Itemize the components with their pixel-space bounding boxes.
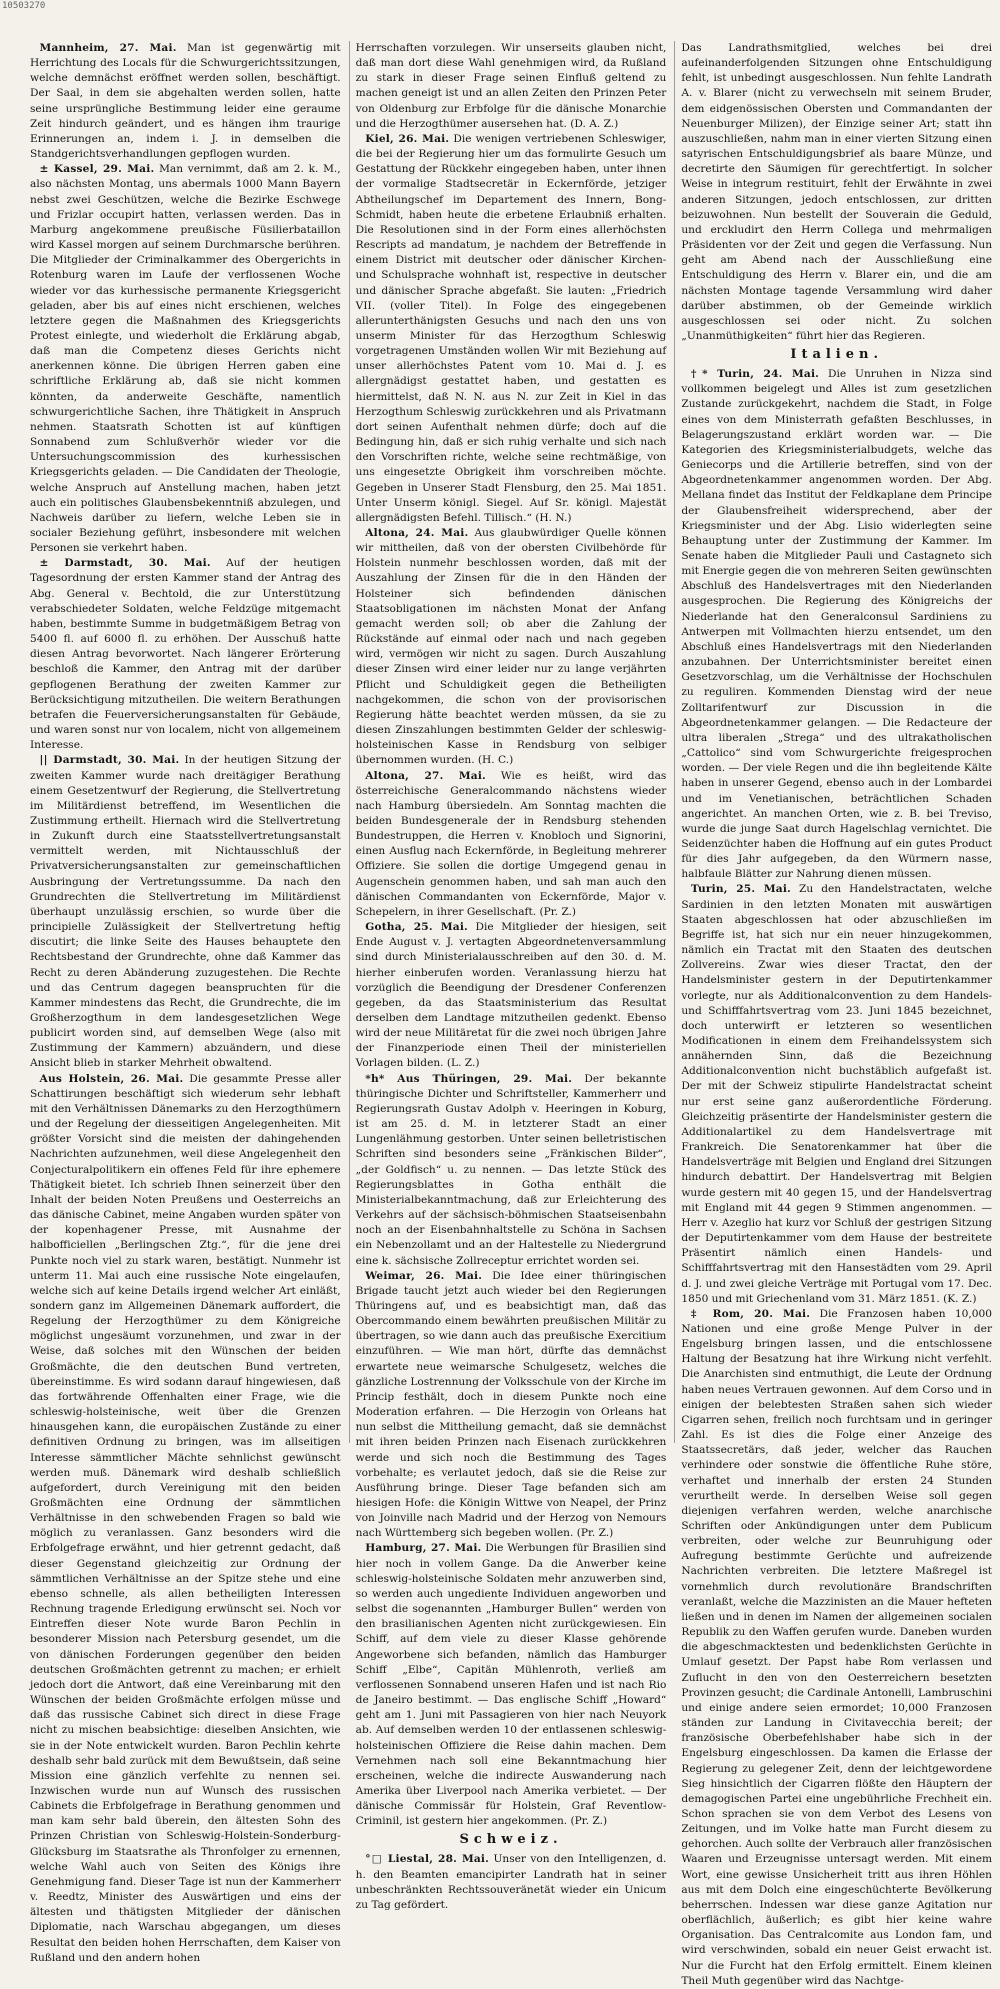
article-text: Die Idee einer thüringischen Brigade taucht jetzt auch wieder bei den Regierungen Thüringens auf, und es beabsichtigt man, daß das Obercommando einem bewährten preußischen Militär zu übertragen, so wie dann auch das preußische Exercitium einzuführen. — Wie man hört, dürfte das demnächst erwartete neue weimarsche Schulgesetz, welches die gänzliche Lostrennung der Volksschule von der Kirche im Princip festhält, doch in diesem Punkte noch eine Moderation erfahren. — Die Herzogin von Orleans hat nun selbst die Mittheilung gemacht, daß sie demnächst mit ihren beiden Prinzen nach Eisenach zurückkehren werde und sich noch die Bestimmung des Tages vorbehalte; es verlautet jedoch, daß sie die Reise zur Ausführung bringe. Dieser Tage befanden sich am hiesigen Hofe: die Königin Wittwe von Neapel, der Prinz von Joinville nach Madrid und der Herzog von Nemours nach Württemberg sich begeben wollen. (Pr. Z.) bbox=[355, 1269, 667, 1540]
article-dateline: Aus Holstein, 26. Mai. bbox=[39, 1072, 184, 1085]
section-heading: Schweiz. bbox=[459, 1832, 563, 1848]
article-text: Die Werbungen für Brasilien sind hier noch in vollem Gange. Da die Anwerber keine schleswig-holsteinische Soldaten mehr anzuwerben sind, so werden auch ungediente Individuen angeworben und selbst die sogenannten „Hamburger Bullen“ werden von den brasilianischen Agenten nicht zurückgewiesen. Ein Schiff, auf dem viele zu dieser Klasse gehörende Angeworbene sich befanden, nämlich das Hamburger Schiff „Elbe“, Capitän Mühlenroth, verließ am verflossenen Sonnabend unseren Hafen und ist nach Rio de Janeiro bestimmt. — Das englische Schiff „Howard“ geht am 1. Juni mit Passagieren von hier nach Neuyork ab. Auf demselben werden 10 der entlassenen schleswig-holsteinischen Offiziere die Reise dahin machen. Dem Vernehmen nach soll eine Bekanntmachung hier erscheinen, welche die indirecte Auswanderung nach Amerika über Liverpool nach Amerika verbietet. — Der dänische Commissär für Holstein, Graf Reventlow-Criminil, ist gestern hier angekommen. (Pr. Z.) bbox=[355, 1542, 667, 1828]
article-text: Die Franzosen haben 10,000 Nationen und eine große Menge Pulver in der Engelsburg bringen lassen, und die entschlossene Haltung der Besatzung hat ihre Wirkung nicht verfehlt. Die Anarchisten sind entmuthigt, die Leute der Ordnung haben neues Vertrauen gewonnen. Auf dem Corso und in einigen der belebtesten Straßen sahen sich wieder Cigarren sehen, freilich noch furchtsam und in geringer Zahl. Es ist dies die Folge einer Anzeige des Staatssecretärs, daß jeder, welcher das Rauchen verhindere oder sonstwie die öffentliche Ruhe störe, verhaftet und innerhalb der ersten 24 Stunden verurtheilt werde. In derselben Weise soll gegen diejenigen verfahren werden, welche anarchische Schriften oder Ankündigungen unter dem Publicum verbreiten, oder welche zur Beunruhigung oder Aufregung bestimmte Gerüchte und aufreizende Nachrichten verbreiten. Die letztere Maßregel ist vornehmlich durch revolutionäre Brandschriften veranlaßt, welche die Mazzinisten an die Mauer hefteten ließen und in denen im Namen der allgemeinen socialen Republik zu den Waffen gerufen wurde. Daneben wurden die abgeschmacktesten und bedenklichsten Gerüchte in Umlauf gesetzt. Der Papst habe Rom verlassen und Zuflucht in den von den Oesterreichern besetzten Provinzen gesucht; die Cardinale Antonelli, Lambruschini und einige andere seien ermordet; 10,000 Franzosen ständen zur Landung in Civitavecchia bereit; der französische Oberbefehlshaber habe sich in der Engelsburg eingeschlossen. Da kamen die Erlasse der Regierung zu gelegener Zeit, denn der leichtgewordene Sieg hinsichtlich der Cigarren flößte den Häuptern der demagogischen Partei eine ungebührliche Frechheit ein. Schon sprachen sie von dem Verbot des Lesens von Zeitungen, und im Volke hatte man Furcht diesem zu gehorchen. Auch sollte der Verbrauch aller französischen Waaren und Erzeugnisse untersagt werden. Mit einem Wort, eine gewisse Unsicherheit tritt aus ihren Höhlen aus mit dem Dolch eine eingeschüchterte Bevölkerung beherrschen. Indessen war diese ganze Agitation nur oberflächlich, äußerlich; es gibt hier keine wahre Organisation. Das Centralcomite aus London fam, und wird verschwinden, sobald ein neuer Geist erwacht ist. Nur die Furcht hat den Erfolg ermittelt. Einem kleinen Theil Muth gegenüber wird das Nachtge- bbox=[681, 1307, 993, 1987]
article bbox=[30, 556, 341, 753]
article bbox=[356, 1852, 667, 1913]
article bbox=[681, 41, 992, 344]
article bbox=[681, 367, 992, 882]
article bbox=[356, 1269, 667, 1542]
article bbox=[30, 162, 341, 556]
article-dateline: Altona, 24. Mai. bbox=[365, 527, 469, 539]
article-dateline: Weimar, 26. Mai. bbox=[365, 1269, 483, 1282]
section-heading: Italien. bbox=[790, 347, 883, 363]
article-dateline: Mannheim, 27. Mai. bbox=[39, 42, 177, 54]
column-1 bbox=[30, 41, 341, 1964]
article-text: Man ist gegenwärtig mit Herrichtung des Locals für die Schwurgerichtssitzungen, welche demnächst eröffnet werden sollen, beschäftigt. Der Saal, in dem sie abgehalten werden sollen, hatte seine ursprüngliche Bestimmung leider eine geraume Zeit hindurch geändert, und es hängen ihm traurige Erinnerungen an, indem i. J. in demselben die Standgerichtsverhandlungen gepflogen wurden. bbox=[30, 42, 341, 161]
article bbox=[30, 41, 341, 162]
article-text: Die gesammte Presse aller Schattirungen beschäftigt sich wiederum sehr lebhaft mit den Verhältnissen Dänemarks zu den Herzogthümern und der Regelung der diesseitigen Angelegenheiten. Mit größter Vorsicht sind die meisten der dahingehenden Nachrichten aufzunehmen, weil diese Angelegenheit den Conjecturalpolitikern ein offenes Feld für ihre ephemere Thätigkeit bietet. Ich schrieb Ihnen seinerzeit über den Inhalt der beiden Noten Preußens und Oesterreichs an das dänische Cabinet, meine Angaben wurden später von der kopenhagener Presse, mit Ausnahme der halbofficiellen „Berlingschen Ztg.“, für die jene drei Punkte noch viel zu stark waren, bestätigt. Nunmehr ist unterm 11. Mai auch eine russische Note eingelaufen, welche sich auf keine Details irgend welcher Art einläßt, sondern ganz im Allgemeinen Dänemark auffordert, die Regelung der Herzogthümer zu dem Königreiche möglichst ungesäumt vorzunehmen, und zwar in der Weise, daß solches mit den Wünschen der beiden Großmächte, die den deutschen Bund vertreten, übereinstimme. Es wird sodann darauf hingewiesen, daß das fortwährende Offenhalten einer Frage, wie die schleswig-holsteinische, weit über die Grenzen hinausgehen kann, die europäischen Zustände zu einer definitiven Ordnung zu bringen, was im allseitigen Interesse sämmtlicher Mächte sehnlichst gewünscht werden muß. Dänemark wird deshalb schließlich aufgefordert, durch Vereinigung mit den beiden Großmächten eine Ordnung der sämmtlichen Verhältnisse in den schwebenden Fragen so bald wie möglich zu veranlassen. Ganz besonders wird die Erbfolgefrage erwähnt, und hier getrennt gedacht, daß dieser Gegenstand gleichzeitig zur Ordnung der sämmtlichen Verhältnisse an der Spitze stehe und eine ebenso schnelle, als allen betheiligten Interessen Rechnung tragende Erledigung erwünscht sei. Noch vor Eintreffen dieser Note wurde Baron Pechlin in besonderer Mission nach Petersburg gesendet, um die von dänischen Forderungen gegenüber den beiden deutschen Großmächten getrennt zu machen; er erhielt jedoch dort die Antwort, daß eine Vereinbarung mit den Wünschen der beiden Großmächte erfolgen müsse und daß das russische Cabinet sich direct in diese Frage nicht zu mischen beabsichtige: dieselben Ansichten, wie sie in der Note entwickelt wurden. Baron Pechlin kehrte deshalb sehr bald zurück mit dem Bewußtsein, daß seine Mission eine gänzlich verfehlte zu nennen sei. Inzwischen wurde nun auf Wunsch des russischen Cabinets die Erbfolgefrage in Berathung genommen und man kam sehr bald überein, den ältesten Sohn des Prinzen Christian von Schleswig-Holstein-Sonderburg-Glücksburg im Staatsrathe als Thronfolger zu ernennen, welche Wahl auch von Seiten des Königs ihre Genehmigung fand. Dieser Tage ist nun der Kammerherr v. Reedtz, Minister des Auswärtigen und eins der ältesten und thätigsten Mitglieder der dänischen Diplomatie, nach Warschau abgegangen, um dieses Resultat den beiden hohen Herrschaften, dem Kaiser von Rußland und den andern hohen bbox=[30, 1072, 341, 1964]
article-dateline: ± Kassel, 29. Mai. bbox=[39, 163, 155, 176]
article-text: Das Landrathsmitglied, welches bei drei aufeinanderfolgenden Sitzungen ohne Entschuldigung fehlt, ist unbedingt ausgeschlossen. Nun fehlte Landrath A. v. Blarer (nicht zu verwechseln mit seinem Bruder, dem eidgenössischen Obersten und Commandanten der Neuenburger Milizen), der Einzige seiner Art; statt ihn auszuschließen, nahm man in einer vierten Sitzung einen satyrischen Entschuldigungsbrief als baare Münze, und decretirte den Säumigen für gerechtfertigt. In solcher Weise in integrum restituirt, fehlt der Erwähnte in zwei anderen Sitzungen, jedoch entschlossen, zur dritten beizuwohnen. Nun bestellt der Souverain die Geduld, und erckludirt den Herrn Collega und mehrmaligen Präsidenten vor der Zeit und gegen die Verfassung. Nun geht am Abend nach der Ausschließung eine Entschuldigung des Herrn v. Blarer ein, und die am nächsten Montage tagende Versammlung wird daher darüber abstimmen, ob der Gemeinde wirklich ausgeschlossen sei oder nicht. Zu solchen „Unanmüthigkeiten“ führt hier das Regieren. bbox=[681, 42, 993, 342]
article-text: Der bekannte thüringische Dichter und Schriftsteller, Kammerherr und Regierungsrath Gustav Adolph v. Heeringen in Koburg, ist am 25. d. M. in letzterer Stadt an einer Lungenlähmung gestorben. Unter seinen belletristischen Schriften sind besonders seine „Fränkischen Bilder“, „der Goldfisch“ u. zu nennen. — Das letzte Stück des Regierungsblattes in Gotha enthält die Ministerialbekanntmachung, daß zur Erleichterung des Verkehrs auf der sächsisch-böhmischen Staatseisenbahn noch an der Eisenbahnhaltstelle zu Schöna in Sachsen ein Nebenzollamt und an der Haltestelle zu Niedergrund eine k. sächsische Zollreceptur errichtet worden sei. bbox=[355, 1072, 667, 1267]
article bbox=[356, 920, 667, 1072]
column-3 bbox=[674, 41, 993, 1987]
article-dateline: Gotha, 25. Mai. bbox=[365, 921, 468, 934]
article-text: Zu den Handelstractaten, welche Sardinien in den letzten Monaten mit auswärtigen Staaten abgeschlossen hat oder abzuschließen im Begriffe ist, hat sich nur ein neuer hinzugekommen, nämlich ein Tractat mit den Staaten des deutschen Zollvereins. Zwar wies dieser Tractat, den der Handelsminister gestern in der Deputirtenkammer vorlegte, nur als Additionalconvention zu dem Handels- und Schifffahrtsvertrag vom 23. Juni 1845 bezeichnet, doch unterwirft er letzteren so wesentlichen Modificationen in einem dem Freihandelssystem sich annähernden Sinn, daß die Bezeichnung Additionalconvention nicht buchstäblich aufgefaßt ist. Der mit der Schweiz stipulirte Handelstractat scheint nur erst seine ganz außerordentliche Förderung. Gleichzeitig präsentirte der Handelsminister gestern die Additionalartikel zu dem Handelsvertrage mit Frankreich. Die Senatorenkammer hat über die Handelsverträge mit Belgien und England drei Sitzungen hindurch debattirt. Der Handelsvertrag mit Belgien wurde gestern mit 40 gegen 15, und der Handelsvertrag mit England mit 44 gegen 9 Stimmen angenommen. — Herr v. Azeglio hat kurz vor Schluß der gestrigen Sitzung der Deputirtenkammer vom dem Hause der bestreitete Präsentirt nämlich einen Handels- und Schifffahrtsvertrag mit den Hansestädten vom 29. April d. J. und zwei gleiche Verträge mit Portugal vom 17. Dec. 1850 und mit Griechenland vom 31. März 1851. (K. Z.) bbox=[681, 883, 993, 1305]
page-id-label: 10503270 bbox=[2, 1, 46, 11]
article-dateline: ± Darmstadt, 30. Mai. bbox=[39, 557, 211, 570]
article-text: Auf der heutigen Tagesordnung der ersten Kammer stand der Antrag des Abg. General v. Bechtold, die zur Unterstützung verabschiedeter Soldaten, welche Feldzüge mitgemacht haben, bestimmte Summe in budgetmäßigem Betrag von 5400 fl. auf 6000 fl. zu erhöhen. Der Ausschuß hatte diesen Antrag bevorwortet. Nach längerer Erörterung beschloß die Kammer, den Antrag mit der darüber gepflogenen Berathung der zweiten Kammer zur Berücksichtigung mitzutheilen. Die weitern Berathungen betrafen die Feuerversicherungsanstalten für Gebäude, und waren sonst nur von localem, nicht von allgemeinem Interesse. bbox=[30, 557, 341, 752]
article bbox=[356, 526, 667, 769]
article-text: Man vernimmt, daß am 2. k. M., also nächsten Montag, uns abermals 1000 Mann Bayern nebst zwei Geschützen, welche die Bezirke Eschwege und Frizlar occupirt hatten, verlassen werden. Das in Marburg angekommene preußische Füsilierbataillon wird Kassel morgen auf seinem Durchmarsche berühren. Die Mitglieder der Criminalkammer des Obergerichts in Rotenburg waren im Laufe der verflossenen Woche wieder vor das kurhessische permanente Kriegsgericht geladen, aber bis auf eines nicht erschienen, welches letztere gegen die Maßnahmen des Kriegsgerichts Protest einlegte, und wiederholt die Erklärung abgab, daß man die Competenz dieses Gerichts nicht anerkennen könne. Die übrigen Herren gaben eine schriftliche Erklärung ab, daß sie nicht kommen könnten, da anderweite Geschäfte, namentlich schwurgerichtliche Sachen, ihre Thätigkeit in Anspruch nehmen. Staatsrath Schotten ist auf künftigen Sonnabend zum Schlußverhör wieder vor die Untersuchungscommission des kurhessischen Kriegsgerichts geladen. — Die Candidaten der Theologie, welche Anspruch auf Anstellung machen, haben jetzt auch ein politisches Glaubensbekenntniß abzulegen, und Nachweis darüber zu liefern, welche Leben sie in socialer Beziehung geführt, insbesondere mit welchen Personen sie verkehrt haben. bbox=[30, 163, 341, 555]
article bbox=[30, 1072, 341, 1966]
article bbox=[681, 882, 992, 1306]
article bbox=[681, 1307, 992, 1989]
article-dateline: °□ Liestal, 28. Mai. bbox=[365, 1853, 490, 1866]
article-text: In der heutigen Sitzung der zweiten Kammer wurde nach dreitägiger Berathung einem Gesetzentwurf der Regierung, die Stellvertretung im Militärdienst betreffend, im Wesentlichen die Zustimmung ertheilt. Hiernach wird die Stellvertretung in Zukunft durch eine Staatsstellvertretungsanstalt vermittelt werden, mit Nichtausschluß der Privatversicherungsanstalten zur gemeinschaftlichen Ausbringung der Vertretungssumme. Da nach den Grundrechten die Stellvertretung im Militärdienst überhaupt unzulässig erschien, so wurde über die principielle Zulässigkeit der Stellvertretung heftig discutirt; die linke Seite des Hauses behauptete den Rechtsbestand der Grundrechte, ohne daß Kammer das Recht zu deren Abänderung zuzugestehen. Die Rechte und das Centrum dagegen beanspruchten für die Kammer mindestens das Recht, die Grundrechte, die im Großherzogthum in dem landesgesetzlichen Wege publicirt worden sind, auf demselben Wege (also mit Zustimmung der Kammern) abzuändern, und diese Ansicht blieb in starker Mehrheit obwaltend. bbox=[30, 754, 341, 1070]
article-dateline: || Darmstadt, 30. Mai. bbox=[39, 754, 180, 767]
article-text: Die Mitglieder der hiesigen, seit Ende August v. J. vertagten Abgeordnetenversammlung sind durch Ministerialausschreiben auf den 30. d. M. hierher einberufen worden. Veranlassung hierzu hat vorzüglich die Beendigung der Dresdener Conferenzen gegeben, da das Staatsministerium das Resultat derselben dem Landtage mitzutheilen gedenkt. Ebenso wird der neue Militäretat für die zwei noch übrigen Jahre der Finanzperiode einen Theil der ministeriellen Vorlagen bilden. (L. Z.) bbox=[355, 921, 667, 1070]
article-text: Aus glaubwürdiger Quelle können wir mittheilen, daß von der obersten Civilbehörde für Holstein nunmehr beschlossen worden, daß mit der Auszahlung der Zinsen für die in den Händen der Holsteiner sich befindenden dänischen Staatsobligationen im nächsten Monat der Anfang gemacht werden soll; ob aber die Zahlung der Rückstände auf einmal oder nach und nach gegeben wird, vermögen wir nicht zu sagen. Durch Auszahlung dieser Zinsen wird einer leider nur zu lange verjährten Pflicht und Schuldigkeit gegen die Betheiligten nachgekommen, die schon von der provisorischen Regierung hätte beachtet werden müssen, da sie zu diesen Zinszahlungen bestimmten Gelder der schleswig-holsteinischen Kasse in Rendsburg von selbiger übernommen wurden. (H. C.) bbox=[355, 527, 667, 767]
article bbox=[30, 753, 341, 1071]
column-2 bbox=[349, 41, 667, 1911]
article bbox=[356, 1541, 667, 1829]
article-dateline: *h* Aus Thüringen, 29. Mai. bbox=[365, 1072, 573, 1085]
article-text: Herrschaften vorzulegen. Wir unserseits glauben nicht, daß man dort diese Wahl genehmigen wird, da Rußland zu stark in dieser Frage seinen Einfluß geltend zu machen geneigt ist und an allen Zeiten den Prinzen Peter von Oldenburg zur Erbfolge für die dänische Monarchie und die Herzogthümer ausersehen hat. (D. A. Z.) bbox=[355, 42, 667, 130]
article bbox=[356, 769, 667, 921]
article-dateline: ‡ Rom, 20. Mai. bbox=[690, 1307, 811, 1320]
text-columns bbox=[30, 41, 993, 1987]
article-dateline: Turin, 25. Mai. bbox=[690, 883, 791, 896]
article-dateline: †* Turin, 24. Mai. bbox=[690, 368, 820, 381]
article-dateline: Altona, 27. Mai. bbox=[365, 769, 486, 782]
article-dateline: Kiel, 26. Mai. bbox=[365, 132, 450, 145]
article-dateline: Hamburg, 27. Mai. bbox=[365, 1542, 482, 1555]
article bbox=[356, 132, 667, 526]
article bbox=[356, 41, 667, 132]
article bbox=[356, 1072, 667, 1269]
article-text: Unser von den Intelligenzen, d. h. den Beamten emancipirter Landrath hat in seiner unbeschränkten Rechtssouveränetät wieder ein Unicum zu Tag gefördert. bbox=[355, 1853, 667, 1911]
article-text: Die wenigen vertriebenen Schleswiger, die bei der Regierung hier um das formulirte Gesuch um Gestattung der Rückkehr eingegeben haben, unter ihnen der vormalige Stadtsecretär in Eckernförde, jetziger Abtheilungschef im Departement des Innern, Bong-Schmidt, haben heute die erbetene Erlaubniß erhalten. Die Resolutionen sind in der Form eines allerhöchsten Rescripts ad mandatum, je nachdem der Betreffende in einem District mit deutscher oder dänischer Kirchen- und Schulsprache wohnhaft ist, respective in deutscher und dänischer Sprache abgefaßt. Sie lauten: „Friedrich VII. (voller Titel). In Folge des eingegebenen allerunterthänigsten Gesuchs und nach den uns von unserm Minister für das Herzogthum Schleswig vorgetragenen Umständen wollen Wir mit Beziehung auf unser allerhöchstes Patent vom 10. Mai d. J. es allergnädigst gestattet haben, und gestatten es hiermittelst, daß N. N. aus N. zur Zeit in Kiel in das Herzogthum Schleswig zurückkehren und als Privatmann dort seinen Aufenthalt nehmen dürfe; doch auf die Bedingung hin, daß er sich ruhig verhalte und sich nach den Vorschriften richte, welche seine rechtmäßige, von uns eingesetzte Obrigkeit ihm vorschreiben möchte. Gegeben in Unserer Stadt Flensburg, den 25. Mai 1851. Unter Unserm königl. Siegel. Auf Sr. königl. Majestät allergnädigsten Befehl. Tillisch.“ (H. N.) bbox=[355, 132, 667, 524]
article-text: Die Unruhen in Nizza sind vollkommen beigelegt und Alles ist zum gesetzlichen Zustande zurückgekehrt, nachdem die Stadt, in Folge eines von dem Ministerrath gefaßten Beschlusses, in Belagerungszustand erklärt worden war. — Die Kategorien des Kriegsministerialbudgets, welche das Geniecorps und die Artillerie betreffen, sind von der Abgeordnetenkammer angenommen worden. Der Abg. Mellana findet das Institut der Feldkaplane dem Principe der Glaubensfreiheit widersprechend, aber der Kriegsminister und der Abg. Lisio widerlegten seine Behauptung unter der Zustimmung der Kammer. Im Senate haben die Mitglieder Pauli und Castagneto sich mit Energie gegen die von mehreren Seiten gewünschten Abschluß des Handelsvertrages mit den Niederlanden ausgesprochen. Die Regierung des Königreichs der Niederlande hat den Generalconsul Sardiniens zu Antwerpen mit Vollmachten hierzu entsendet, um den Abschluß eines Handelsvertrags mit den Niederlanden anzubahnen. Der Unterrichtsminister bereitet einen Gesetzvorschlag, um die Verhältnisse der Hochschulen zu reguliren. Kommenden Dienstag wird der neue Zolltarifentwurf zur Discussion in die Abgeordnetenkammer gelangen. — Die Redacteure der ultra liberalen „Strega“ und des ultrakatholischen „Cattolico“ sind vom Schwurgerichte freigesprochen worden. — Der viele Regen und die ihn begleitende Kälte haben in unserer Gegend, ebenso auch in der Lombardei und im Venetianischen, beträchtlichen Schaden angerichtet. An manchen Orten, wie z. B. bei Treviso, wurde die junge Saat durch Hagelschlag vernichtet. Die Seidenzüchter haben die Hoffnung auf ein gutes Product für dies Jahr aufgegeben, da den Würmern nasse, halbfaule Blätter zur Nahrung dienen müssen. bbox=[681, 368, 993, 881]
article-text: Wie es heißt, wird das österreichische Generalcommando nächstens wieder nach Hamburg übersiedeln. Am Sonntag machten die beiden Bundesgenerale der in Rendsburg stehenden Bundestruppen, die Herren v. Knobloch und Signorini, einen Ausflug nach Eckernförde, in Begleitung mehrerer Offiziere. Sie sollen die dortige Umgegend genau in Augenschein genommen haben, und sah man auch den dänischen Commandanten von Eckernförde, Major v. Schepelern, in ihrer Gesellschaft. (Pr. Z.) bbox=[355, 769, 667, 918]
